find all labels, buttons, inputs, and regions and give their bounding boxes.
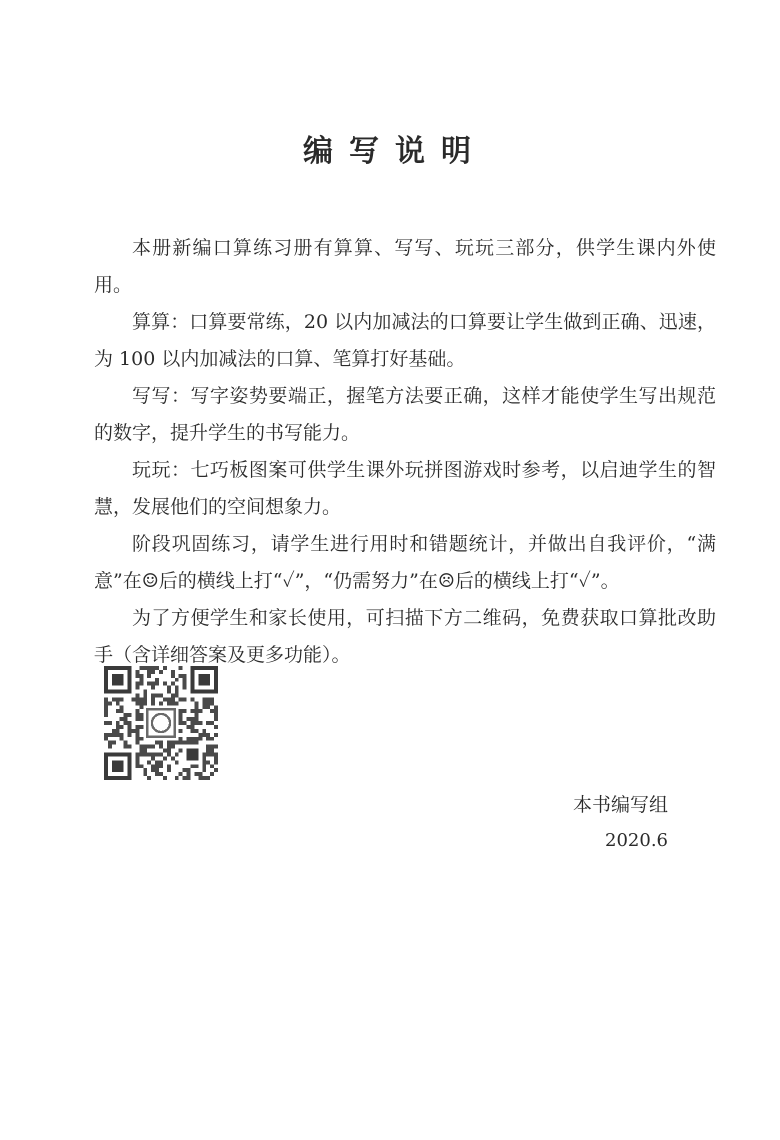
qr-module [210, 772, 214, 776]
qr-module [124, 745, 128, 749]
qr-module [143, 752, 147, 756]
qr-module [104, 737, 108, 741]
qr-module [163, 776, 167, 780]
qr-module [175, 694, 179, 698]
qr-module [135, 733, 139, 737]
qr-module [139, 666, 143, 670]
qr-module [198, 776, 202, 780]
qr-module [206, 721, 210, 725]
qr-module [155, 678, 159, 682]
qr-module [190, 737, 194, 741]
qr-module [175, 760, 179, 764]
qr-module [159, 772, 163, 776]
qr-module [135, 741, 139, 745]
qr-module [155, 694, 159, 698]
qr-module [194, 772, 198, 776]
qr-module [108, 733, 112, 737]
qr-module [175, 752, 179, 756]
qr-module [104, 709, 108, 713]
qr-module [151, 694, 155, 698]
qr-module [175, 690, 179, 694]
qr-module [198, 772, 202, 776]
qr-module [116, 729, 120, 733]
qr-module [124, 713, 128, 717]
qr-module [139, 674, 143, 678]
qr-module [155, 752, 159, 756]
qr-module [143, 697, 147, 701]
qr-module [210, 697, 214, 701]
qr-module [171, 756, 175, 760]
qr-module [159, 760, 163, 764]
qr-module [198, 721, 202, 725]
qr-module [179, 737, 183, 741]
qr-module [116, 733, 120, 737]
qr-module [183, 721, 187, 725]
qr-module [187, 776, 191, 780]
qr-module [198, 733, 202, 737]
qr-module [183, 686, 187, 690]
qr-module [120, 733, 124, 737]
qr-module [187, 737, 191, 741]
qr-module [108, 741, 112, 745]
qr-module [116, 721, 120, 725]
qr-module [135, 670, 139, 674]
qr-module [104, 697, 108, 701]
qr-module [167, 701, 171, 705]
qr-module [124, 741, 128, 745]
qr-module [190, 721, 194, 725]
qr-module [120, 725, 124, 729]
qr-module [179, 709, 183, 713]
qr-module [120, 709, 124, 713]
qr-module [187, 717, 191, 721]
qr-module [151, 682, 155, 686]
qr-module [139, 701, 143, 705]
qr-module [159, 741, 163, 745]
qr-module [194, 717, 198, 721]
qr-module [151, 666, 155, 670]
author-signature: 本书编写组 [572, 794, 668, 816]
qr-module [143, 772, 147, 776]
qr-module [139, 713, 143, 717]
qr-module [214, 709, 218, 713]
qr-module [202, 768, 206, 772]
qr-module [187, 772, 191, 776]
qr-module [163, 682, 167, 686]
qr-module [190, 717, 194, 721]
qr-module [206, 776, 210, 780]
qr-module [206, 749, 210, 753]
qr-module [190, 741, 194, 745]
qr-module [139, 717, 143, 721]
qr-module [139, 705, 143, 709]
qr-module [202, 697, 206, 701]
qr-module [214, 756, 218, 760]
qr-module [183, 674, 187, 678]
qr-module [135, 756, 139, 760]
qr-module [202, 756, 206, 760]
qr-module [116, 697, 120, 701]
qr-module [171, 682, 175, 686]
qr-module [120, 717, 124, 721]
qr-module [175, 686, 179, 690]
qr-module [159, 745, 163, 749]
qr-module [108, 745, 112, 749]
qr-module [167, 697, 171, 701]
qr-module [175, 741, 179, 745]
qr-module [143, 690, 147, 694]
qr-module [214, 745, 218, 749]
qr-module [179, 729, 183, 733]
qr-module [214, 713, 218, 717]
qr-module [104, 701, 108, 705]
qr-module [183, 741, 187, 745]
qr-module [202, 764, 206, 768]
qr-module [135, 725, 139, 729]
qr-module [112, 733, 116, 737]
qr-module [112, 741, 116, 745]
qr-module [135, 686, 139, 690]
qr-module [155, 666, 159, 670]
page-title: 编写说明 [303, 134, 487, 169]
qr-module [147, 674, 151, 678]
qr-module [151, 701, 155, 705]
qr-module [194, 713, 198, 717]
qr-module [120, 697, 124, 701]
paragraph-write: 写写：写字姿势要端正，握笔方法要正确，这样才能使学生写出规范的数字，提升学生的书写能力。 [94, 385, 716, 444]
qr-module [128, 745, 132, 749]
qr-module [171, 674, 175, 678]
qr-module [175, 776, 179, 780]
body-text [94, 230, 716, 674]
qr-module [190, 725, 194, 729]
qr-module [210, 752, 214, 756]
qr-module [210, 745, 214, 749]
qr-module [210, 721, 214, 725]
qr-module [104, 713, 108, 717]
qr-module [163, 756, 167, 760]
qr-module [135, 737, 139, 741]
qr-module [159, 670, 163, 674]
qr-module [143, 701, 147, 705]
qr-module [214, 717, 218, 721]
qr-module [194, 721, 198, 725]
qr-module [194, 741, 198, 745]
qr-module [155, 768, 159, 772]
qr-module [187, 768, 191, 772]
qr-module [120, 737, 124, 741]
qr-module [124, 717, 128, 721]
qr-module [159, 694, 163, 698]
qr-module [167, 764, 171, 768]
qr-module [108, 701, 112, 705]
qr-module [135, 752, 139, 756]
qr-module [128, 721, 132, 725]
qr-module [128, 713, 132, 717]
qr-module [139, 749, 143, 753]
qr-module [190, 729, 194, 733]
qr-module [147, 682, 151, 686]
qr-module [179, 741, 183, 745]
qr-module [147, 670, 151, 674]
qr-module [120, 705, 124, 709]
qr-module [124, 721, 128, 725]
qr-module [163, 697, 167, 701]
qr-module [171, 745, 175, 749]
qr-module [179, 674, 183, 678]
qr-module [194, 737, 198, 741]
qr-module [210, 737, 214, 741]
qr-module [190, 709, 194, 713]
qr-module [183, 709, 187, 713]
qr-module [135, 674, 139, 678]
qr-module [135, 701, 139, 705]
qr-module [135, 713, 139, 717]
qr-module [214, 768, 218, 772]
qr-module [135, 717, 139, 721]
paragraph-intro: 本册新编口算练习册有算算、写写、玩玩三部分，供学生课内外使用。 [94, 237, 716, 296]
qr-module [183, 682, 187, 686]
qr-module [206, 737, 210, 741]
qr-module [139, 752, 143, 756]
qr-module [210, 709, 214, 713]
qr-module [139, 725, 143, 729]
qr-module [155, 764, 159, 768]
qr-module [143, 694, 147, 698]
qr-module [104, 733, 108, 737]
qr-module [214, 733, 218, 737]
qr-module [194, 729, 198, 733]
qr-module [128, 733, 132, 737]
qr-module [151, 756, 155, 760]
qr-module [135, 764, 139, 768]
qr-module [135, 682, 139, 686]
qr-module [179, 772, 183, 776]
qr-module [147, 752, 151, 756]
qr-module [163, 749, 167, 753]
qr-module [151, 764, 155, 768]
qr-module [210, 749, 214, 753]
qr-module [143, 768, 147, 772]
qr-module [135, 760, 139, 764]
qr-module [179, 717, 183, 721]
qr-module [155, 772, 159, 776]
qr-module [171, 697, 175, 701]
qr-module [194, 709, 198, 713]
qr-module [159, 752, 163, 756]
qr-code-icon[interactable] [104, 666, 218, 780]
qr-module [151, 697, 155, 701]
qr-module [202, 733, 206, 737]
qr-module [206, 752, 210, 756]
qr-module [214, 725, 218, 729]
qr-module [147, 666, 151, 670]
qr-module [214, 705, 218, 709]
qr-module [167, 752, 171, 756]
qr-module [202, 705, 206, 709]
qr-module [163, 666, 167, 670]
qr-module [143, 666, 147, 670]
qr-module [187, 741, 191, 745]
qr-module [187, 725, 191, 729]
qr-module [194, 764, 198, 768]
qr-module [135, 694, 139, 698]
qr-module [183, 678, 187, 682]
qr-module [202, 701, 206, 705]
qr-module [128, 725, 132, 729]
qr-module [155, 741, 159, 745]
qr-module [198, 737, 202, 741]
qr-module [139, 682, 143, 686]
qr-module [159, 701, 163, 705]
qr-module [104, 705, 108, 709]
qr-module [167, 741, 171, 745]
qr-module [143, 749, 147, 753]
qr-module [202, 776, 206, 780]
qr-module [151, 752, 155, 756]
paragraph-qr: 为了方便学生和家长使用，可扫描下方二维码，免费获取口算批改助手（含详细答案及更多功能）。 [94, 607, 716, 666]
qr-module [116, 725, 120, 729]
qr-module [210, 701, 214, 705]
qr-module [206, 701, 210, 705]
publication-date: 2020.6 [605, 830, 668, 851]
qr-module [214, 760, 218, 764]
qr-module [206, 760, 210, 764]
qr-module [179, 697, 183, 701]
qr-module [202, 760, 206, 764]
qr-module [151, 768, 155, 772]
paragraph-play: 玩玩：七巧板图案可供学生课外玩拼图游戏时参考，以启迪学生的智慧，发展他们的空间想象力。 [94, 459, 716, 518]
qr-module [194, 701, 198, 705]
qr-module [167, 768, 171, 772]
qr-module [175, 678, 179, 682]
qr-module [159, 764, 163, 768]
qr-module [179, 713, 183, 717]
qr-module [139, 737, 143, 741]
qr-module [155, 682, 159, 686]
qr-module [206, 733, 210, 737]
qr-module [143, 745, 147, 749]
qr-module [179, 749, 183, 753]
qr-module [179, 721, 183, 725]
qr-module [147, 760, 151, 764]
qr-module [116, 701, 120, 705]
qr-module [214, 752, 218, 756]
paragraph-calculate: 算算：口算要常练，20 以内加减法的口算要让学生做到正确、迅速，为 100 以内加减法的口算、笔算打好基础。 [94, 311, 716, 370]
qr-module [116, 709, 120, 713]
qr-module [198, 709, 202, 713]
qr-module [139, 697, 143, 701]
qr-module [167, 690, 171, 694]
qr-module [139, 745, 143, 749]
qr-module [104, 721, 108, 725]
qr-module [190, 697, 194, 701]
qr-module [135, 709, 139, 713]
qr-module [202, 729, 206, 733]
qr-module [202, 752, 206, 756]
qr-module [183, 776, 187, 780]
qr-module [171, 694, 175, 698]
qr-module [155, 760, 159, 764]
qr-module [171, 741, 175, 745]
qr-module [210, 764, 214, 768]
qr-module [179, 666, 183, 670]
qr-module [135, 697, 139, 701]
qr-module [128, 729, 132, 733]
qr-module [167, 745, 171, 749]
qr-module [194, 705, 198, 709]
qr-module [206, 705, 210, 709]
qr-module [151, 745, 155, 749]
qr-module [112, 729, 116, 733]
qr-module [167, 686, 171, 690]
qr-module [190, 764, 194, 768]
qr-module [108, 721, 112, 725]
qr-module [167, 749, 171, 753]
qr-module [183, 768, 187, 772]
qr-module [112, 697, 116, 701]
paragraph-review: 阶段巩固练习，请学生进行用时和错题统计，并做出自我评价，“满意”在☺后的横线上打“✓”，“仍需努力”在☹后的横线上打“✓”。 [94, 533, 716, 592]
qr-module [171, 701, 175, 705]
qr-module [171, 670, 175, 674]
qr-module [139, 764, 143, 768]
qr-module [175, 701, 179, 705]
qr-module [151, 686, 155, 690]
qr-module [132, 697, 136, 701]
qr-module [206, 745, 210, 749]
qr-module [183, 697, 187, 701]
qr-module [132, 729, 136, 733]
qr-module [135, 729, 139, 733]
qr-module [139, 678, 143, 682]
qr-module [147, 776, 151, 780]
qr-module [206, 697, 210, 701]
qr-module [147, 745, 151, 749]
qr-module [151, 670, 155, 674]
